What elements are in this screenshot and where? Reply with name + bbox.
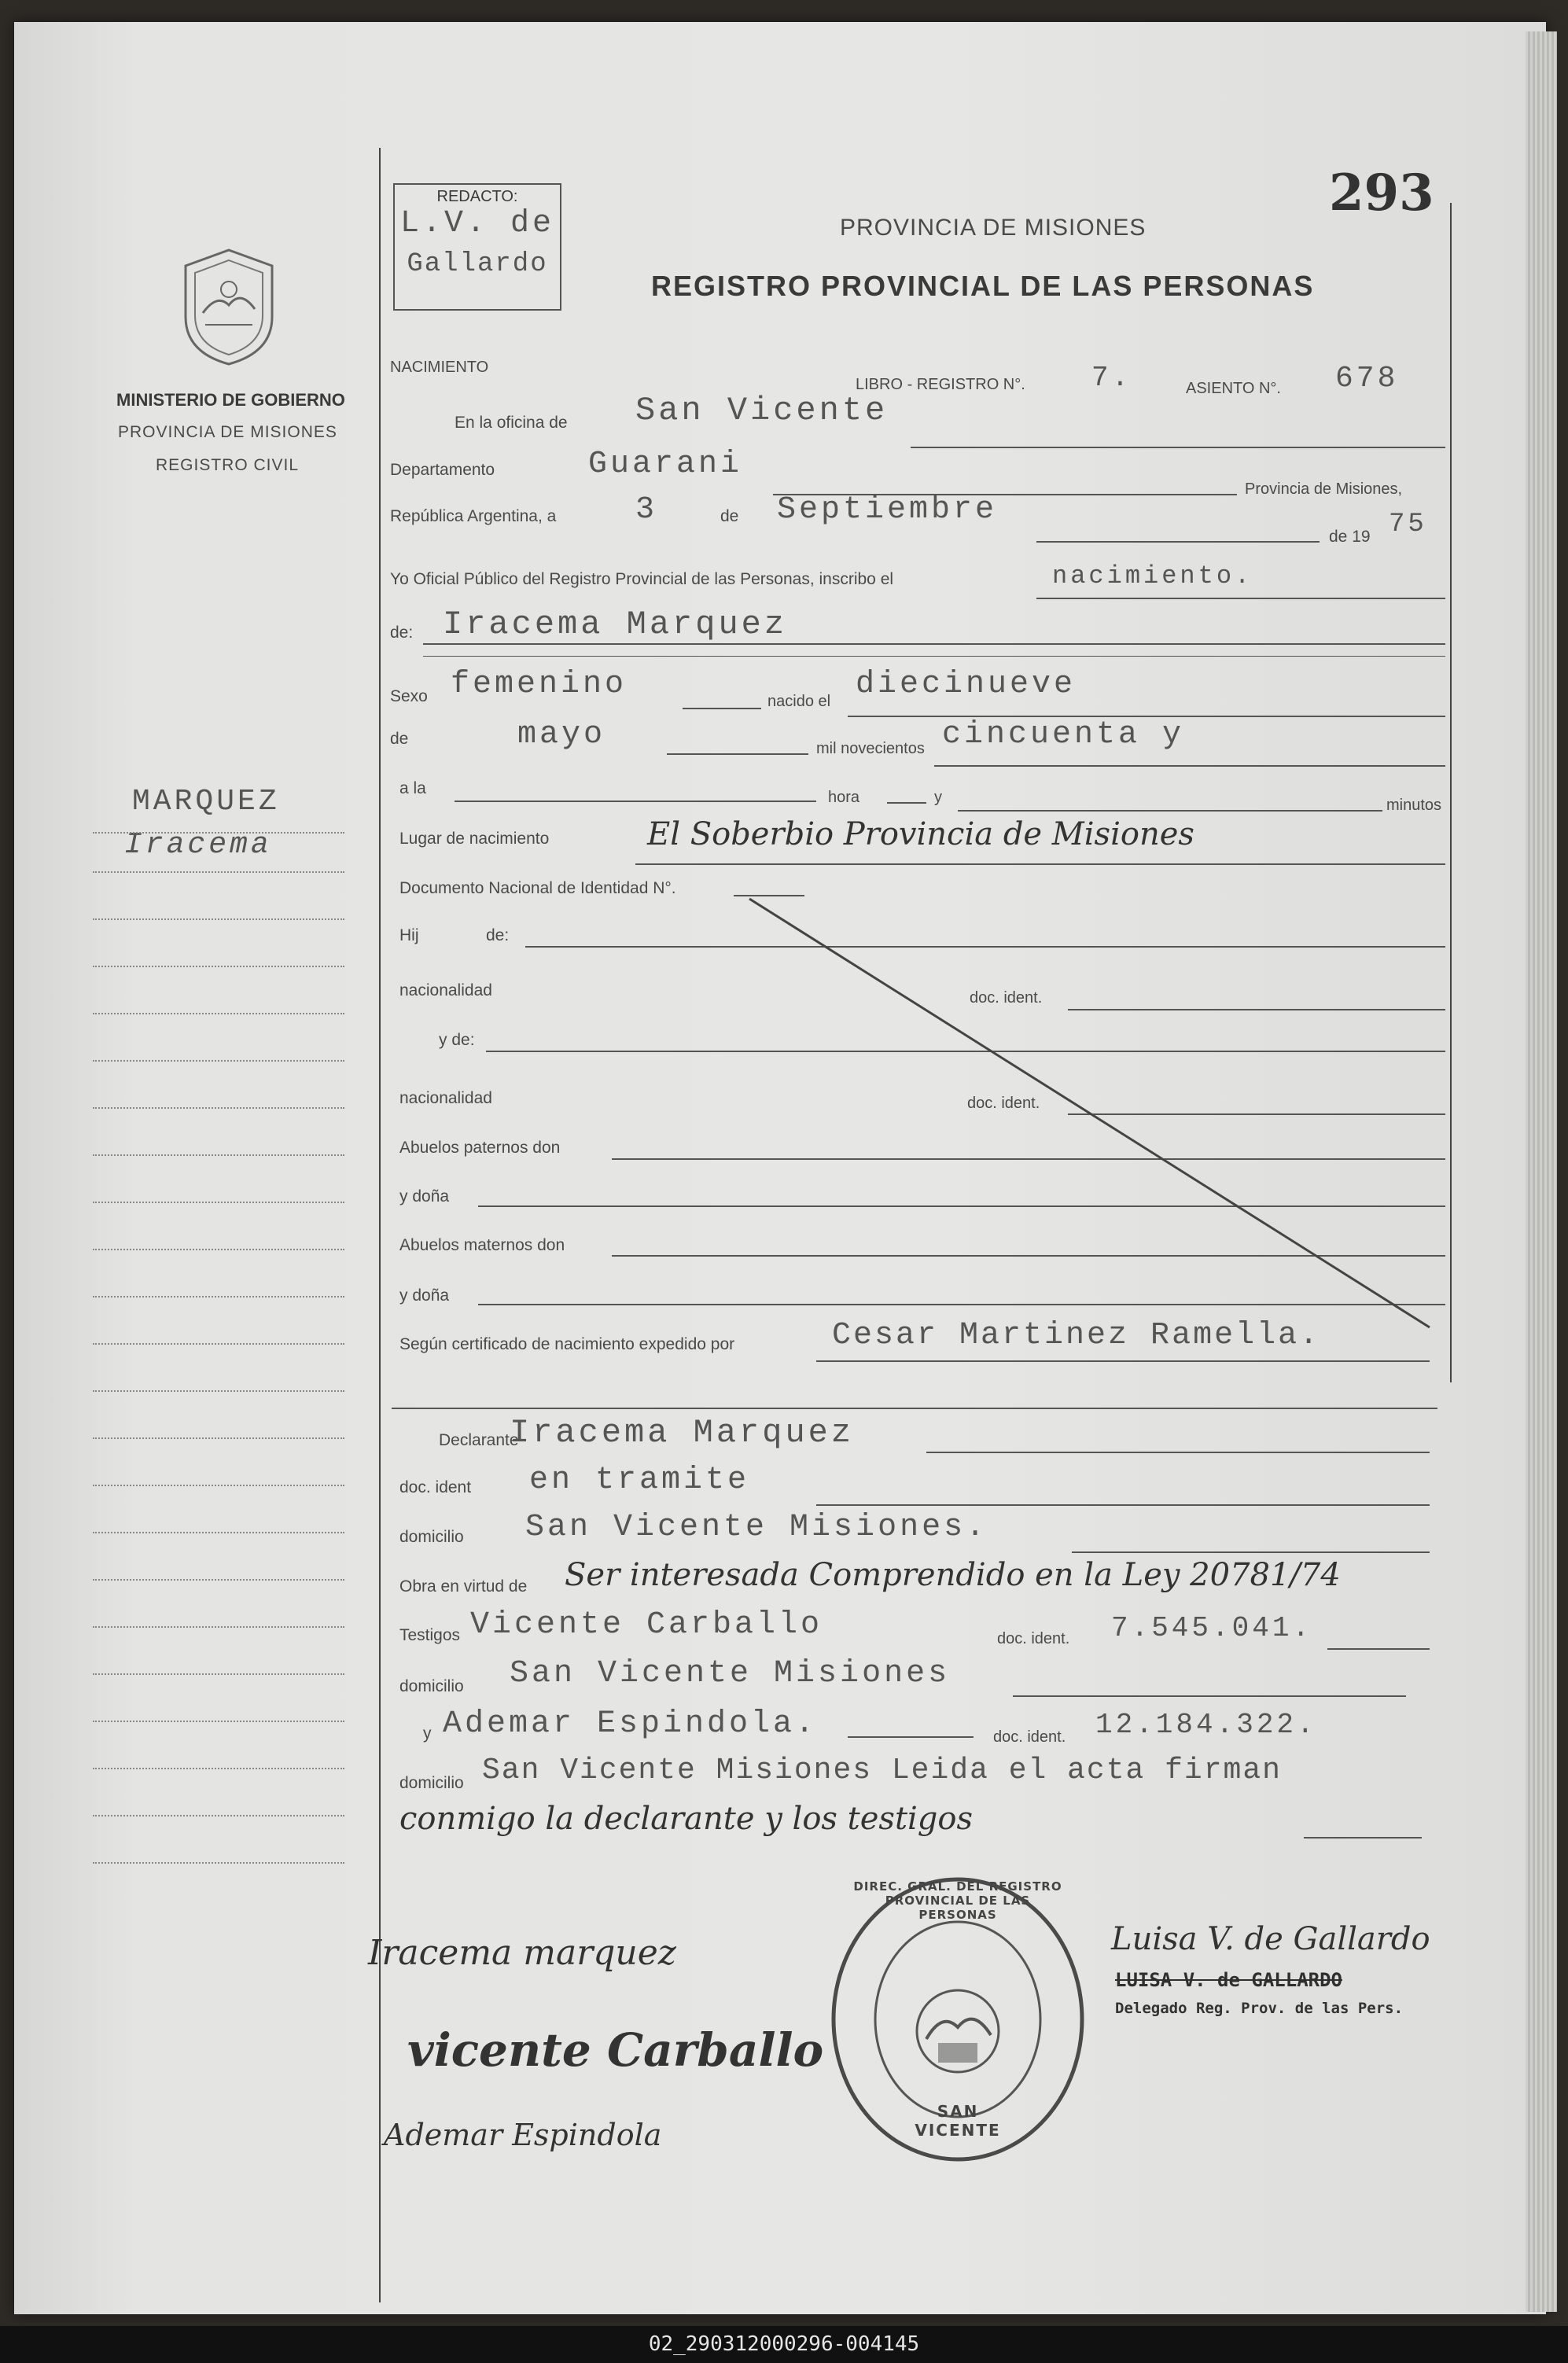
underline [887,802,926,804]
margin-line [93,1626,344,1628]
label-declarante: Declarante [439,1431,519,1449]
label-libro: LIBRO - REGISTRO N°. [856,376,1025,393]
underline [934,765,1445,767]
margin-line [93,1249,344,1250]
label-abuelos-paternos: Abuelos paternos don [399,1139,561,1157]
value-testigo1-doc: 7.545.041. [1111,1612,1313,1644]
margin-line [93,1343,344,1345]
page-edge [1526,31,1557,2312]
margin-line [93,1721,344,1722]
margin-line [93,1060,344,1062]
label-oficina: En la oficina de [455,414,568,432]
underline [683,708,761,709]
value-libro: 7. [1091,362,1132,394]
margin-line [93,1579,344,1581]
margin-line [93,832,344,834]
label-y-testigo: y [423,1724,432,1743]
label-de-nombre: de: [390,624,414,642]
label-nacionalidad2: nacionalidad [399,1089,492,1107]
margin-line [93,1862,344,1864]
margin-line [93,1532,344,1533]
left-civil: REGISTRO CIVIL [156,456,300,474]
margin-line [93,1107,344,1109]
label-doc1: doc. ident. [970,989,1043,1007]
label-domicilio1: domicilio [399,1528,464,1546]
label-departamento: Departamento [390,461,495,479]
margin-line [93,1437,344,1439]
province-seal-icon [178,246,280,368]
label-de: de [720,507,739,525]
underline [1304,1837,1422,1839]
label-mil: mil novecientos [816,740,925,757]
value-certificado: Cesar Martinez Ramella. [832,1318,1321,1353]
margin-line [93,1390,344,1392]
header-province: PROVINCIA DE MISIONES [840,215,1147,241]
underline [816,1504,1430,1506]
underline [1036,541,1320,543]
underline [423,656,1445,657]
header-title: REGISTRO PROVINCIAL DE LAS PERSONAS [651,270,1315,302]
signature-testigo1: vicente Carballo [407,2023,824,2077]
value-anio-texto: cincuenta y [942,717,1185,753]
text-oficial: Yo Oficial Público del Registro Provincial de las Personas, inscribo el [390,570,894,588]
label-nacionalidad1: nacionalidad [399,981,492,999]
margin-line [93,918,344,920]
underline [455,801,816,802]
margin-line [93,1673,344,1675]
redacto-line1: L.V. de [399,206,555,241]
value-oficina: San Vicente [635,392,889,429]
cancel-line [745,895,1453,1335]
closing-text: conmigo la declarante y los testigos [399,1801,974,1837]
label-ydona1: y doña [399,1187,450,1205]
margin-rule [379,148,381,2302]
label-domicilio2: domicilio [399,1677,464,1695]
label-lugar: Lugar de nacimiento [399,830,550,848]
underline [1013,1695,1406,1697]
underline [667,753,808,755]
underline [816,1360,1430,1362]
value-doc-ident: en tramite [529,1463,750,1498]
value-testigo2-doc: 12.184.322. [1095,1709,1317,1741]
label-hora: hora [828,789,860,806]
signature-declarante: Iracema marquez [368,1933,676,1973]
label-provincia: Provincia de Misiones, [1245,480,1403,498]
label-nacido: nacido el [767,693,831,710]
value-anio: 75 [1389,510,1427,539]
underline [635,863,1445,865]
label-testigo2-doc: doc. ident. [993,1728,1066,1746]
value-obra: Ser interesada Comprendido en la Ley 20781/74 [565,1557,1341,1593]
official-name-stamp: LUISA V. de GALLARDO [1115,1969,1342,1991]
image-identifier: 02_290312000296-004145 [0,2326,1568,2363]
document-page [14,22,1546,2314]
label-dni: Documento Nacional de Identidad N°. [399,879,676,897]
margin-line [93,1296,344,1297]
stamp-inscription: DIREC. GRAL. DEL REGISTRO PROVINCIAL DE LAS PERSONAS [853,1879,1062,1922]
redacto-line2: Gallardo [407,249,548,279]
label-y: y [934,789,942,806]
margin-line [93,1485,344,1486]
margin-given-name: Iracema [124,828,272,862]
label-obra: Obra en virtud de [399,1577,528,1596]
underline [423,643,1445,645]
value-nacido-dia: diecinueve [856,667,1077,702]
underline [958,810,1382,812]
redacto-label: REDACTO: [436,188,518,205]
underline [1327,1648,1430,1650]
label-asiento: ASIENTO N°. [1186,380,1281,397]
underline [1072,1551,1430,1553]
margin-line [93,1815,344,1816]
left-province: PROVINCIA DE MISIONES [118,423,337,441]
margin-line [93,1013,344,1014]
label-domicilio3: domicilio [399,1774,464,1792]
label-ala: a la [399,779,426,797]
margin-line [93,1768,344,1769]
ministry-title: MINISTERIO DE GOBIERNO [116,390,345,410]
value-sexo: femenino [451,667,628,702]
label-anio: de 19 [1329,528,1371,546]
label-hij: Hij [399,926,419,944]
official-role-stamp: Delegado Reg. Prov. de las Pers. [1115,2000,1404,2017]
label-abuelos-maternos: Abuelos maternos don [399,1236,565,1254]
label-yde: y de: [439,1031,475,1049]
redacto-box [393,183,561,311]
label-doc-ident: doc. ident [399,1478,472,1496]
label-testigos: Testigos [399,1626,461,1644]
stamp-city: SAN VICENTE [915,2102,1001,2140]
label-ydona2: y doña [399,1286,450,1305]
underline [1036,598,1445,599]
value-inscribo: nacimiento. [1052,561,1253,591]
label-republica: República Argentina, a [390,507,557,525]
separator [392,1408,1437,1409]
margin-line [93,1154,344,1156]
value-asiento: 678 [1335,362,1399,396]
value-declarante: Iracema Marquez [510,1414,855,1452]
label-hij-de: de: [486,926,510,944]
underline [926,1452,1430,1453]
value-domicilio3: San Vicente Misiones Leida el acta firman [482,1754,1282,1787]
label-doc2: doc. ident. [967,1095,1040,1112]
label-nacimiento: NACIMIENTO [390,359,489,376]
value-nombre: Iracema Marquez [443,605,788,643]
value-lugar: El Soberbio Provincia de Misiones [647,816,1194,852]
label-sexo: Sexo [390,687,428,705]
label-certificado: Según certificado de nacimiento expedido por [399,1335,735,1353]
official-signature: Luisa V. de Gallardo [1111,1921,1430,1957]
value-dia: 3 [635,492,658,528]
value-testigo1: Vicente Carballo [470,1607,823,1643]
signature-testigo2: Ademar Espindola [384,2118,662,2152]
label-de2: de [390,730,409,748]
value-domicilio2: San Vicente Misiones [510,1656,951,1691]
margin-line [93,966,344,967]
margin-line [93,1202,344,1203]
margin-line [93,871,344,873]
value-mes: Septiembre [777,492,998,528]
underline [911,447,1445,448]
label-minutos: minutos [1386,797,1442,814]
label-testigo1-doc: doc. ident. [997,1630,1070,1647]
value-testigo2: Ademar Espindola. [443,1706,818,1742]
value-departamento: Guarani [588,447,743,482]
margin-surname: MARQUEZ [132,785,280,819]
value-domicilio1: San Vicente Misiones. [525,1510,988,1545]
value-nacido-mes: mayo [517,717,606,753]
underline [848,1736,974,1738]
page-number: 293 [1329,164,1434,223]
